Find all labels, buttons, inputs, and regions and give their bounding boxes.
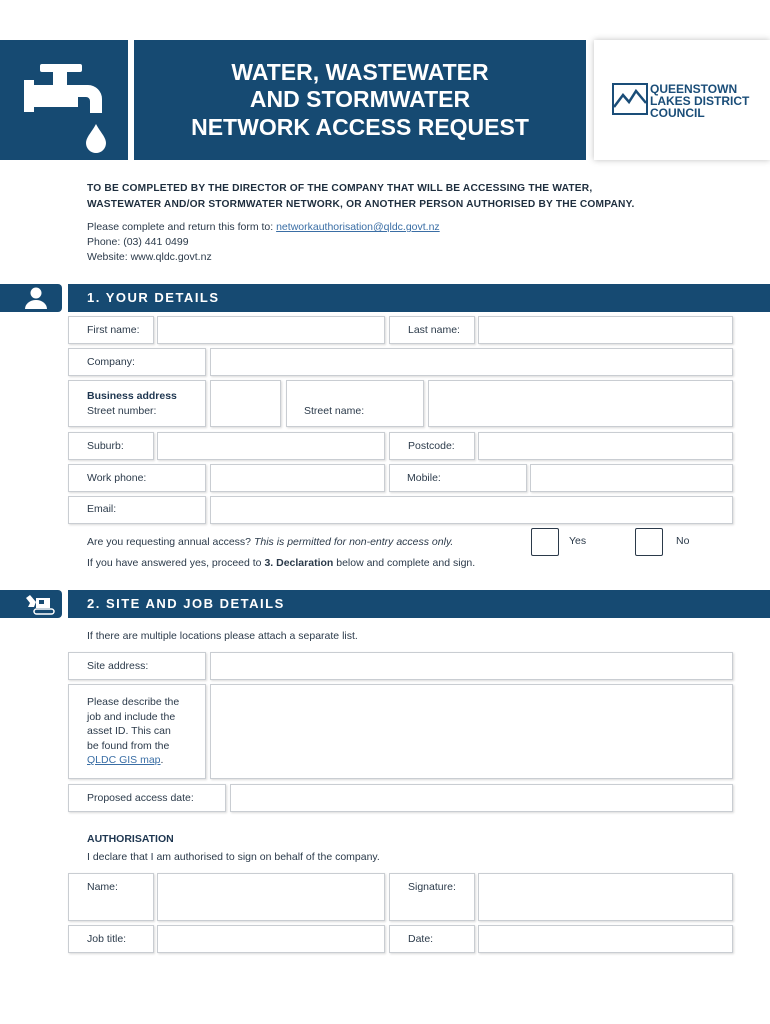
proposed-date-label: Proposed access date:	[87, 792, 194, 804]
name-input[interactable]	[157, 873, 385, 921]
section2-icon-tab	[0, 590, 62, 618]
council-logo-text	[650, 83, 749, 119]
describe-line-4: be found from the	[87, 739, 170, 752]
intro-bold-line-1: TO BE COMPLETED BY THE DIRECTOR OF THE COMPANY THAT WILL BE ACCESSING THE WATER,	[87, 183, 593, 194]
authorisation-heading: AUTHORISATION	[87, 833, 174, 845]
street-number-label: Street number:	[87, 405, 157, 417]
date-input[interactable]	[478, 925, 733, 953]
water-tap-icon	[0, 40, 128, 160]
multiple-locations-note: If there are multiple locations please attach a separate list.	[87, 630, 358, 642]
job-title-label: Job title:	[87, 933, 127, 945]
site-address-input[interactable]	[210, 652, 733, 680]
return-prefix: Please complete and return this form to:	[87, 221, 277, 233]
email-label: Email:	[87, 503, 117, 515]
last-name-input[interactable]	[478, 316, 733, 344]
first-name-input[interactable]	[157, 316, 385, 344]
section1-header: 1. YOUR DETAILS	[68, 284, 770, 312]
company-input[interactable]	[210, 348, 733, 376]
business-address-label-box	[68, 380, 206, 427]
proceed-note	[87, 556, 475, 571]
logo-line-1: QUEENSTOWN	[650, 82, 738, 96]
annual-no-checkbox[interactable]	[635, 528, 663, 556]
header-icon-panel	[0, 40, 128, 160]
logo-line-2: LAKES DISTRICT	[650, 94, 750, 108]
last-name-label: Last name:	[408, 324, 460, 336]
suburb-input[interactable]	[157, 432, 385, 460]
proposed-date-input[interactable]	[230, 784, 733, 812]
title-line-3: NETWORK ACCESS REQUEST	[191, 113, 529, 140]
excavator-icon	[0, 590, 62, 618]
postcode-input[interactable]	[478, 432, 733, 460]
proceed-suffix: below and complete and sign.	[333, 557, 476, 569]
gis-map-link[interactable]: QLDC GIS map	[87, 754, 161, 766]
person-icon	[0, 284, 62, 312]
street-number-input[interactable]	[210, 380, 281, 427]
intro-instructions	[87, 181, 727, 212]
company-label: Company:	[87, 356, 135, 368]
work-phone-label: Work phone:	[87, 472, 147, 484]
annual-yes-label: Yes	[569, 535, 587, 547]
mobile-label: Mobile:	[407, 472, 441, 484]
describe-line-1: Please describe the	[87, 696, 180, 708]
signature-label: Signature:	[408, 881, 456, 893]
logo-line-3: COUNCIL	[650, 106, 705, 120]
name-label: Name:	[87, 881, 118, 893]
suburb-label: Suburb:	[87, 440, 124, 452]
mobile-input[interactable]	[530, 464, 733, 492]
annual-access-question	[87, 535, 453, 550]
job-description-label	[87, 695, 179, 768]
return-email-link[interactable]: networkauthorisation@qldc.govt.nz	[276, 221, 440, 233]
annual-question-text: Are you requesting annual access?	[87, 536, 254, 548]
describe-line-3: asset ID. This can	[87, 725, 171, 737]
postcode-label: Postcode:	[408, 440, 455, 452]
work-phone-input[interactable]	[210, 464, 385, 492]
job-description-input[interactable]	[210, 684, 733, 779]
title-line-1: WATER, WASTEWATER	[231, 58, 489, 85]
intro-bold-line-2: WASTEWATER AND/OR STORMWATER NETWORK, OR ANOTHER PERSON AUTHORISED BY THE COMPANY.	[87, 198, 635, 210]
site-address-label: Site address:	[87, 660, 149, 672]
proceed-prefix: If you have answered yes, proceed to	[87, 557, 265, 569]
signature-input[interactable]	[478, 873, 733, 921]
annual-no-label: No	[676, 535, 690, 547]
job-title-input[interactable]	[157, 925, 385, 953]
authorisation-declaration: I declare that I am authorised to sign on behalf of the company.	[87, 851, 380, 863]
section1-icon-tab	[0, 284, 62, 312]
title-line-2: AND STORMWATER	[249, 86, 471, 113]
street-name-label-box	[286, 380, 424, 427]
describe-line-2: job and include the	[87, 710, 176, 723]
annual-question-note: This is permitted for non-entry access only.	[253, 536, 454, 548]
gis-line	[87, 753, 179, 768]
street-name-label: Street name:	[304, 405, 365, 417]
proceed-bold: 3. Declaration	[264, 557, 334, 569]
mountain-logo-icon	[612, 83, 648, 115]
date-label: Date:	[408, 933, 434, 945]
page-title	[134, 40, 586, 160]
annual-yes-checkbox[interactable]	[531, 528, 559, 556]
return-line	[87, 220, 440, 235]
website-line: Website: www.qldc.govt.nz	[87, 251, 212, 263]
contact-info	[87, 220, 440, 265]
gis-suffix: .	[160, 754, 164, 766]
section2-header: 2. SITE AND JOB DETAILS	[68, 590, 770, 618]
street-name-input[interactable]	[428, 380, 733, 427]
email-input[interactable]	[210, 496, 733, 524]
phone-line: Phone: (03) 441 0499	[87, 236, 189, 248]
business-address-label: Business address	[87, 390, 177, 402]
first-name-label: First name:	[87, 324, 140, 336]
